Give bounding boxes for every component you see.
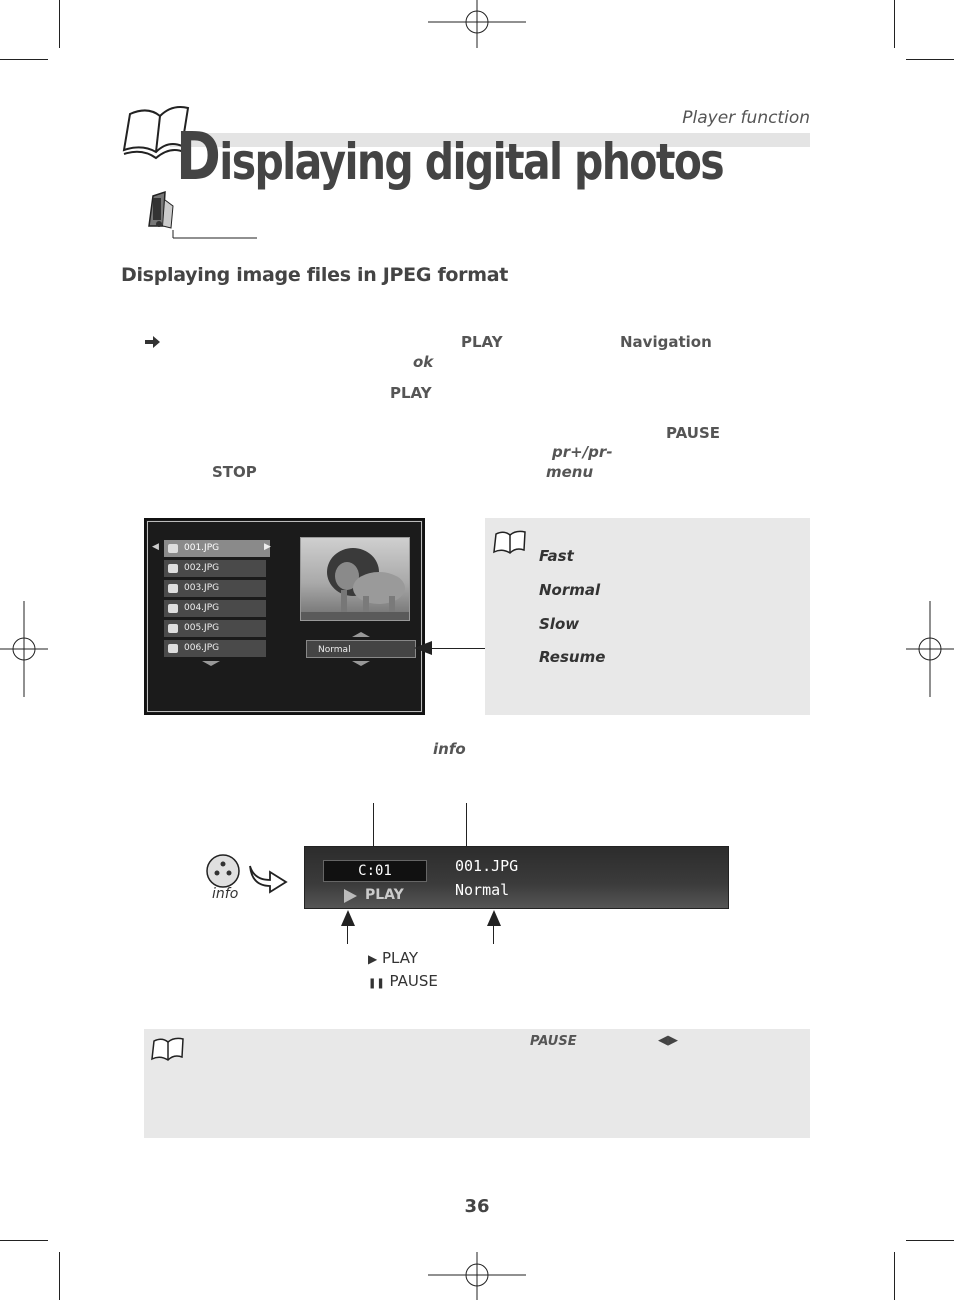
camera-icon xyxy=(168,584,178,593)
speed-options-panel xyxy=(485,518,810,715)
book-icon xyxy=(492,530,528,556)
file-list-item[interactable]: 004.JPG xyxy=(164,600,266,617)
keyword-ok: ok xyxy=(413,353,434,371)
play-icon: ▶ xyxy=(368,952,378,966)
chevron-right-icon: ▶ xyxy=(264,542,271,552)
camera-icon xyxy=(168,644,178,653)
file-list-item[interactable]: 005.JPG xyxy=(164,620,266,637)
crop-mark xyxy=(0,59,48,60)
crop-mark xyxy=(906,59,954,60)
title-initial: D xyxy=(176,118,220,195)
keyword-navigation: Navigation xyxy=(620,333,712,351)
keyword-menu: menu xyxy=(546,463,594,481)
camera-icon xyxy=(168,624,178,633)
arrowhead-icon xyxy=(341,910,355,926)
registration-mark-icon xyxy=(428,0,526,48)
section-heading: Displaying image files in JPEG format xyxy=(121,264,509,286)
camera-icon xyxy=(168,564,178,573)
info-osd-banner xyxy=(304,846,729,909)
scroll-down-icon[interactable] xyxy=(202,661,220,666)
left-right-arrows-icon: ◀▶ xyxy=(658,1033,678,1048)
keyword-info: info xyxy=(433,740,466,758)
legend-pause: ❚❚ PAUSE xyxy=(368,972,438,990)
osd-status: PLAY xyxy=(365,887,404,903)
keyword-stop: STOP xyxy=(212,463,257,481)
speed-option: Slow xyxy=(539,615,580,633)
chevron-left-icon: ◀ xyxy=(152,542,159,552)
crop-mark xyxy=(59,0,60,48)
speed-option: Normal xyxy=(539,581,601,599)
osd-filename: 001.JPG xyxy=(455,857,519,875)
callout-line xyxy=(430,648,486,649)
page-title xyxy=(176,118,723,195)
registration-mark-icon xyxy=(906,601,954,697)
photo-preview xyxy=(300,537,410,621)
crop-mark xyxy=(894,0,895,48)
callout-line xyxy=(493,924,494,944)
crop-mark xyxy=(59,1252,60,1300)
keyword-play: PLAY xyxy=(390,384,432,402)
osd-counter: C:01 xyxy=(323,860,427,882)
keyword-pause: PAUSE xyxy=(530,1034,577,1049)
speed-option: Fast xyxy=(539,547,574,565)
speed-down-icon[interactable] xyxy=(352,661,370,666)
title-rest: isplaying digital photos xyxy=(219,133,724,191)
screen-menu-illustration xyxy=(144,518,425,715)
pause-icon: ❚❚ xyxy=(368,978,385,989)
callout-line xyxy=(373,803,374,849)
warning-icon xyxy=(143,190,259,240)
speed-selector[interactable]: Normal xyxy=(306,640,416,658)
keyword-play: PLAY xyxy=(461,333,503,351)
crop-mark xyxy=(894,1252,895,1300)
arrowhead-icon xyxy=(414,641,432,655)
keyword-pr-keys: pr+/pr- xyxy=(552,443,613,461)
registration-mark-icon xyxy=(428,1252,526,1300)
play-icon xyxy=(344,889,357,903)
page-number: 36 xyxy=(464,1196,490,1217)
legend-play: ▶ PLAY xyxy=(368,949,419,967)
curved-arrow-icon xyxy=(248,862,288,896)
info-button-label: info xyxy=(212,886,239,902)
file-list-item[interactable]: 003.JPG xyxy=(164,580,266,597)
callout-line xyxy=(347,924,348,944)
book-icon xyxy=(150,1037,186,1063)
osd-speed: Normal xyxy=(455,881,510,899)
callout-line xyxy=(466,803,467,849)
arrowhead-icon xyxy=(487,910,501,926)
registration-mark-icon xyxy=(0,601,48,697)
camera-icon xyxy=(168,604,178,613)
crop-mark xyxy=(0,1240,48,1241)
speed-option: Resume xyxy=(539,648,606,666)
section-label: Player function xyxy=(682,108,810,128)
file-list-item[interactable]: 002.JPG xyxy=(164,560,266,577)
lion-photo-icon xyxy=(301,538,410,621)
bottom-note-panel xyxy=(144,1029,810,1138)
crop-mark xyxy=(906,1240,954,1241)
file-list-item[interactable]: 006.JPG xyxy=(164,640,266,657)
arrow-right-icon xyxy=(145,336,161,348)
speed-up-icon[interactable] xyxy=(352,632,370,637)
keyword-pause: PAUSE xyxy=(666,424,720,442)
file-list-item[interactable]: 001.JPG xyxy=(164,540,270,557)
camera-icon xyxy=(168,544,178,553)
info-button-icon[interactable] xyxy=(205,853,241,889)
